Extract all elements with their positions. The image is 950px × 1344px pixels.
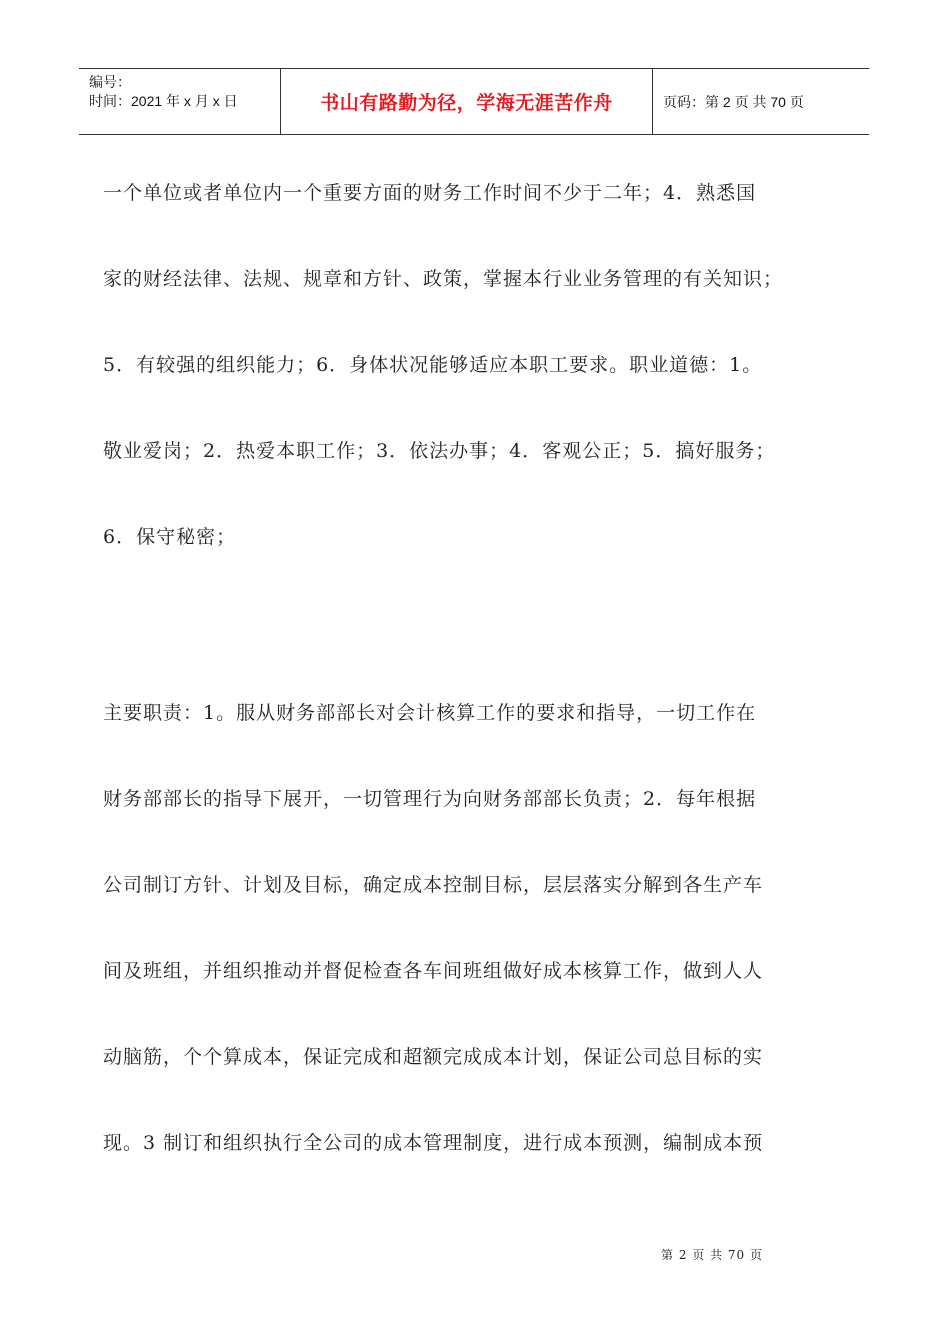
header-page-info: 页码：第 2 页 共 70 页	[663, 93, 804, 110]
header-meta	[79, 69, 281, 134]
text-line: 一个单位或者单位内一个重要方面的财务工作时间不少于二年；4．熟悉国	[103, 182, 757, 204]
text-line: 家的财经法律、法规、规章和方针、政策，掌握本行业业务管理的有关知识；	[103, 268, 784, 290]
header-motto: 书山有路勤为径，学海无涯苦作舟	[281, 69, 653, 134]
body-paragraph-1	[103, 150, 855, 580]
text-line: 财务部部长的指导下展开，一切管理行为向财务部部长负责；2．每年根据	[103, 788, 757, 810]
document-number-label: 编号：	[89, 74, 131, 90]
text-line: 现。3 制订和组织执行全公司的成本管理制度，进行成本预测，编制成本预	[103, 1132, 764, 1154]
text-line: 敬业爱岗；2．热爱本职工作；3．依法办事；4．客观公正；5．搞好服务；	[103, 440, 776, 462]
text-line: 5．有较强的组织能力；6．身体状况能够适应本职工要求。职业道德：1。	[103, 354, 763, 376]
page-header	[79, 68, 869, 135]
text-line: 主要职责：1。服从财务部部长对会计核算工作的要求和指导，一切工作在	[103, 702, 757, 724]
text-line: 间及班组，并组织推动并督促检查各车间班组做好成本核算工作，做到人人	[103, 960, 764, 982]
text-line: 动脑筋，个个算成本，保证完成和超额完成成本计划，保证公司总目标的实	[103, 1046, 764, 1068]
page-footer: 第 2 页 共 70 页	[661, 1248, 763, 1262]
text-line: 公司制订方针、计划及目标，确定成本控制目标，层层落实分解到各生产车	[103, 874, 764, 896]
body-paragraph-2	[103, 670, 855, 1186]
document-time-label: 时间：2021 年 x 月 x 日	[89, 93, 238, 109]
text-line: 6．保守秘密；	[103, 526, 237, 548]
